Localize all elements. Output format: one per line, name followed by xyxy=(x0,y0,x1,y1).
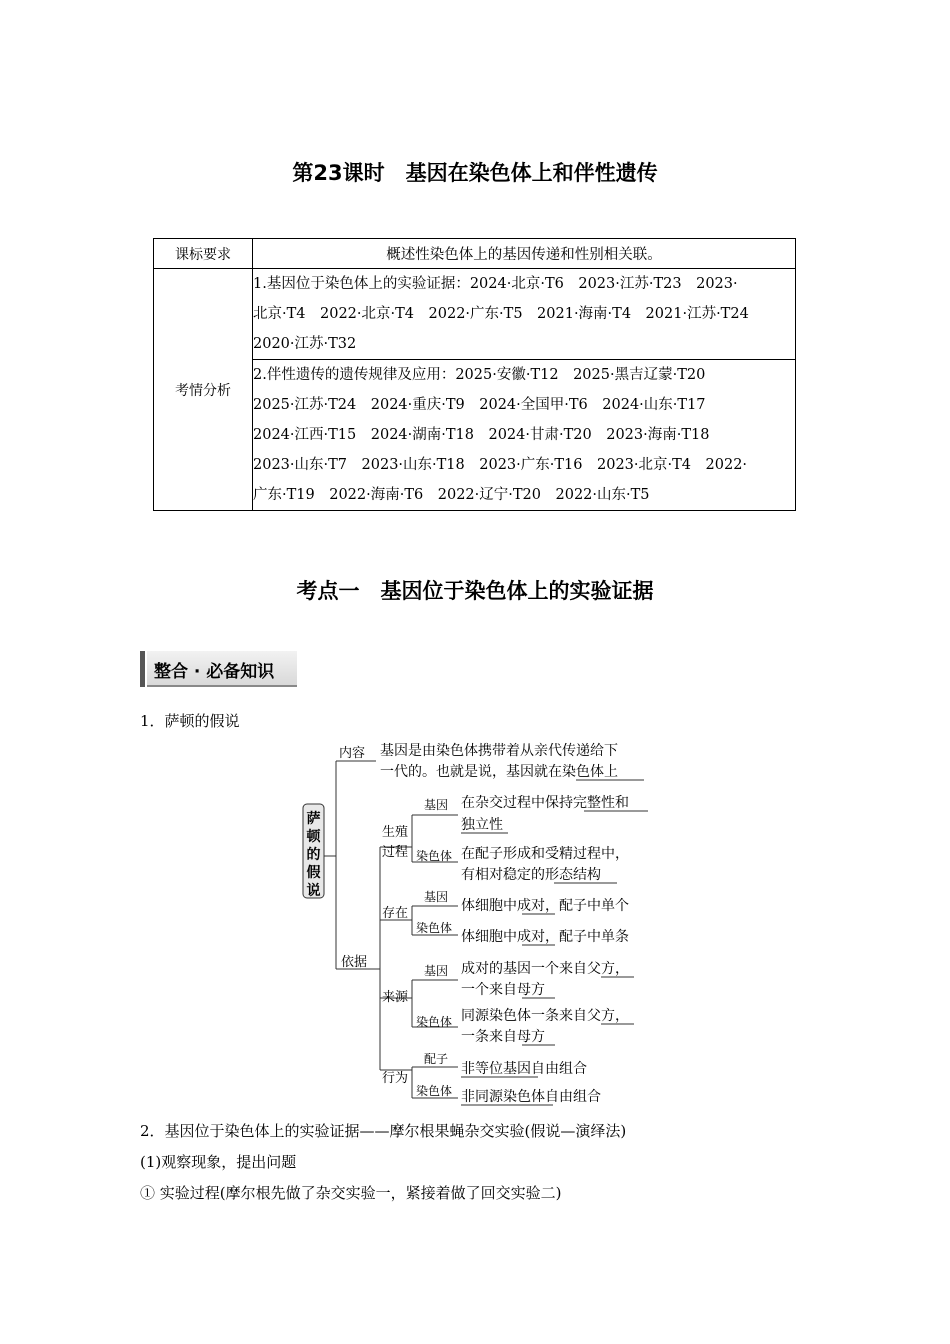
label-peizi: 配子 xyxy=(424,1052,449,1066)
analysis-line: 2020·江苏·T32 xyxy=(253,336,357,352)
svg-text:萨: 萨 xyxy=(306,811,321,827)
neirong-line-1: 基因是由染色体携带着从亲代传递给下 xyxy=(380,743,618,759)
banner-label: 整合 · 必备知识 xyxy=(154,662,275,682)
analysis-line: 广东·T19 2022·海南·T6 2022·辽宁·T20 2022·山东·T5 xyxy=(253,487,650,503)
cunzai-jiyin: 体细胞中成对，配子中单个 xyxy=(461,898,629,914)
label-ranseti-2: 染色体 xyxy=(416,921,453,935)
item-2-1: (1)观察现象，提出问题 xyxy=(140,1153,297,1171)
analysis-line: 北京·T4 2022·北京·T4 2022·广东·T5 2021·海南·T4 2021·江苏·T24 xyxy=(253,306,749,322)
svg-text:顿: 顿 xyxy=(306,829,321,845)
label-shengzhi: 生殖 xyxy=(382,825,409,840)
analysis-line: 2025·江苏·T24 2024·重庆·T9 2024·全国甲·T6 2024·山东·T17 xyxy=(253,397,706,413)
shengzhi-ranseti-1: 在配子形成和受精过程中， xyxy=(461,846,629,862)
label-ranseti-3: 染色体 xyxy=(416,1015,453,1029)
shengzhi-ranseti-2: 有相对稳定的形态结构 xyxy=(461,867,601,883)
svg-text:假: 假 xyxy=(306,865,321,881)
analysis-block-1 xyxy=(253,269,796,360)
banner-bar xyxy=(140,651,145,687)
item-2: 2．基因位于染色体上的实验证据——摩尔根果蝇杂交实验(假说—演绎法) xyxy=(140,1122,627,1140)
svg-text:的: 的 xyxy=(306,847,321,863)
label-guocheng: 过程 xyxy=(382,845,409,860)
analysis-line: 2.伴性遗传的遗传规律及应用：2025·安徽·T12 2025·黑吉辽蒙·T20 xyxy=(253,367,706,383)
laiyuan-ranseti-1: 同源染色体一条来自父方， xyxy=(461,1008,629,1024)
knowledge-banner xyxy=(140,651,300,687)
requirements-table xyxy=(153,238,796,511)
label-ranseti-4: 染色体 xyxy=(416,1084,453,1098)
xingwei-ranseti: 非同源染色体自由组合 xyxy=(461,1089,601,1105)
root-label xyxy=(307,810,322,899)
analysis-line: 2024·江西·T15 2024·湖南·T18 2024·甘肃·T20 2023·海南·T18 xyxy=(253,427,710,443)
analysis-block-2 xyxy=(253,360,796,511)
label-neirong: 内容 xyxy=(339,746,366,761)
level-labels xyxy=(339,745,452,1098)
label-xingwei: 行为 xyxy=(382,1071,409,1086)
laiyuan-jiyin-2: 一个来自母方 xyxy=(461,982,545,998)
laiyuan-jiyin-1: 成对的基因一个来自父方， xyxy=(461,961,629,977)
label-jiyin-3: 基因 xyxy=(424,964,449,978)
cunzai-ranseti: 体细胞中成对，配子中单条 xyxy=(461,929,629,945)
label-jiyin-2: 基因 xyxy=(424,890,449,904)
label-cunzai: 存在 xyxy=(382,906,409,921)
label-jiyin-1: 基因 xyxy=(424,798,449,812)
section-title: 考点一 基因位于染色体上的实验证据 xyxy=(296,579,654,603)
sutton-hypothesis-diagram xyxy=(0,730,950,1110)
page-title: 第23课时 基因在染色体上和伴性遗传 xyxy=(292,161,658,185)
standard-content: 概述性染色体上的基因传递和性别相关联。 xyxy=(253,239,796,269)
analysis-line: 1.基因位于染色体上的实验证据：2024·北京·T6 2023·江苏·T23 2023· xyxy=(253,276,738,292)
xingwei-peizi: 非等位基因自由组合 xyxy=(461,1061,587,1077)
neirong-line-2: 一代的。也就是说，基因就在染色体上 xyxy=(380,764,618,780)
item-2-1-1: ① 实验过程(摩尔根先做了杂交实验一，紧接着做了回交实验二) xyxy=(140,1184,562,1202)
svg-text:说: 说 xyxy=(306,883,321,899)
row-header-analysis: 考情分析 xyxy=(154,269,253,511)
item-1: 1．萨顿的假说 xyxy=(140,712,240,730)
laiyuan-ranseti-2: 一条来自母方 xyxy=(461,1029,545,1045)
shengzhi-jiyin-2: 独立性 xyxy=(461,817,503,833)
label-laiyuan: 来源 xyxy=(382,990,409,1005)
label-ranseti-1: 染色体 xyxy=(416,849,453,863)
shengzhi-jiyin-1: 在杂交过程中保持完整性和 xyxy=(461,795,629,811)
label-yiju: 依据 xyxy=(341,955,368,970)
row-header-standard: 课标要求 xyxy=(154,239,253,269)
analysis-line: 2023·山东·T7 2023·山东·T18 2023·广东·T16 2023·北京·T4 2022· xyxy=(253,457,748,473)
